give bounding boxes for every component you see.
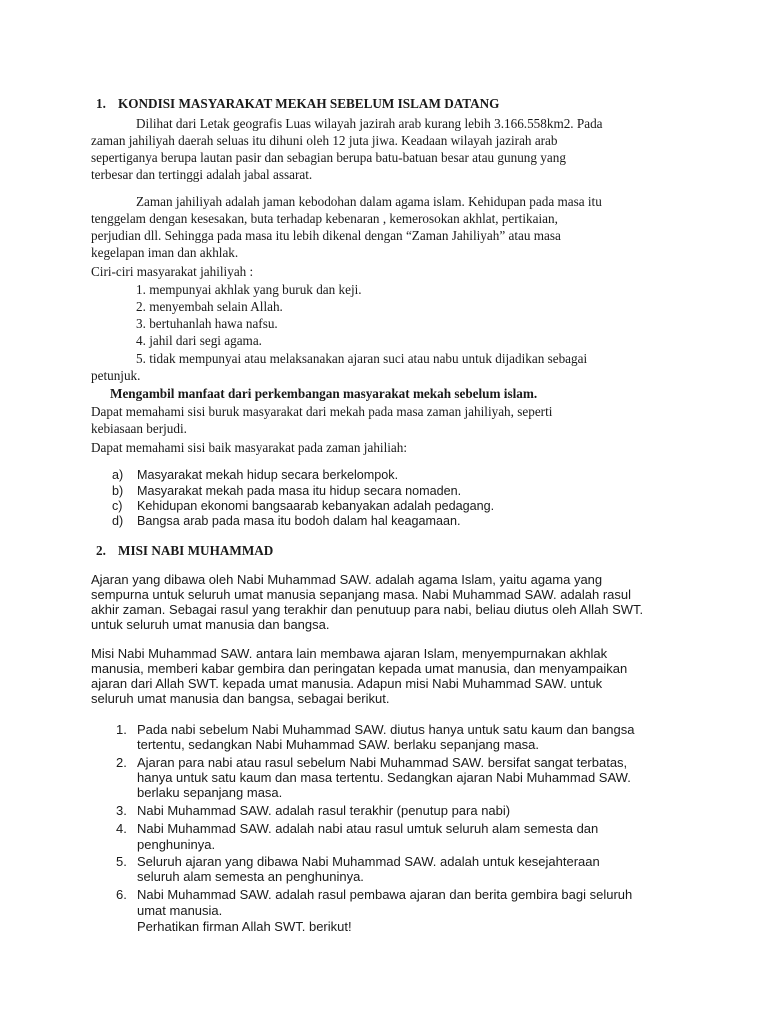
- s2-para2-line: seluruh umat manusia dan bangsa, sebagai berikut.: [91, 691, 390, 706]
- list-marker: d): [112, 514, 124, 528]
- buruk-line: Dapat memahami sisi buruk masyarakat dari mekah pada masa zaman jahiliyah, seperti: [91, 404, 553, 419]
- mission-marker: 1.: [116, 722, 127, 737]
- ciri-item: 3. bertuhanlah hawa nafsu.: [136, 316, 278, 331]
- mission-line: Nabi Muhammad SAW. adalah rasul pembawa ajaran dan berita gembira bagi seluruh: [137, 887, 633, 902]
- s2-para1-line: akhir zaman. Sebagai rasul yang terakhir dan penutuup para nabi, beliau diutus oleh Allah SWT.: [91, 602, 644, 617]
- s1-para1-line: zaman jahiliyah daerah seluas itu dihuni oleh 12 juta jiwa. Keadaan wilayah jazirah arab: [91, 133, 558, 148]
- ciri-item: 5. tidak mempunyai atau melaksanakan ajaran suci atau nabu untuk dijadikan sebagai: [136, 351, 588, 366]
- mission-marker: 6.: [116, 887, 127, 902]
- mission-marker: 4.: [116, 821, 127, 836]
- s1-para2-line: kegelapan iman dan akhlak.: [91, 245, 239, 260]
- list-marker: b): [112, 484, 124, 498]
- s1-para2-line: perjudian dll. Sehingga pada masa itu lebih dikenal dengan “Zaman Jahiliyah” atau masa: [91, 228, 561, 243]
- mission-line: Nabi Muhammad SAW. adalah rasul terakhir (penutup para nabi): [137, 803, 511, 818]
- mission-line: umat manusia.: [137, 903, 223, 918]
- s1-para2-line: tenggelam dengan kesesakan, buta terhadap kebenaran , kemerosokan akhlat, pertikaian,: [91, 211, 558, 226]
- mission-line: seluruh alam semesta an penghuninya.: [137, 869, 364, 884]
- section-2-title: MISI NABI MUHAMMAD: [118, 543, 274, 558]
- list-item: Bangsa arab pada masa itu bodoh dalam hal keagamaan.: [137, 514, 461, 528]
- list-item: Masyarakat mekah pada masa itu hidup secara nomaden.: [137, 484, 462, 498]
- s1-para1-line: sepertiganya berupa lautan pasir dan sebagian berupa batu-batuan besar atau gunung yang: [91, 150, 566, 165]
- s2-para1-line: untuk seluruh umat manusia dan bangsa.: [91, 617, 330, 632]
- list-item: Masyarakat mekah hidup secara berkelompok.: [137, 468, 399, 482]
- mission-line: tertentu, sedangkan Nabi Muhammad SAW. berlaku sepanjang masa.: [137, 737, 540, 752]
- mission-line: Ajaran para nabi atau rasul sebelum Nabi Muhammad SAW. bersifat sangat terbatas,: [137, 755, 628, 770]
- section-1-title: KONDISI MASYARAKAT MEKAH SEBELUM ISLAM DATANG: [118, 96, 500, 111]
- section-1-number: 1.: [96, 96, 106, 111]
- baik-line: Dapat memahami sisi baik masyarakat pada zaman jahiliah:: [91, 440, 408, 455]
- mission-marker: 5.: [116, 854, 127, 869]
- mission-line: berlaku sepanjang masa.: [137, 785, 283, 800]
- section-2-number: 2.: [96, 543, 106, 558]
- mission-line: Nabi Muhammad SAW. adalah nabi atau rasul umtuk seluruh alam semesta dan: [137, 821, 599, 836]
- s1-para1-line: Dilihat dari Letak geografis Luas wilayah jazirah arab kurang lebih 3.166.558km2. Pada: [136, 116, 603, 131]
- s2-para1-line: Ajaran yang dibawa oleh Nabi Muhammad SAW. adalah agama Islam, yaitu agama yang: [91, 572, 603, 587]
- s2-para2-line: ajaran dari Allah SWT. kepada umat manusia. Adapun misi Nabi Muhammad SAW. untuk: [91, 676, 603, 691]
- s2-para2-line: Misi Nabi Muhammad SAW. antara lain membawa ajaran Islam, menyempurnakan akhlak: [91, 646, 608, 661]
- s2-para1-line: sempurna untuk seluruh umat manusia sepanjang masa. Nabi Muhammad SAW. adalah rasul: [91, 587, 632, 602]
- buruk-line: kebiasaan berjudi.: [91, 421, 187, 436]
- s1-para2-line: Zaman jahiliyah adalah jaman kebodohan dalam agama islam. Kehidupan pada masa itu: [136, 194, 602, 209]
- manfaat-title: Mengambil manfaat dari perkembangan masyarakat mekah sebelum islam.: [110, 386, 538, 401]
- mission-line: Seluruh ajaran yang dibawa Nabi Muhammad SAW. adalah untuk kesejahteraan: [137, 854, 600, 869]
- list-item: Kehidupan ekonomi bangsaarab kebanyakan adalah pedagang.: [137, 499, 495, 513]
- ciri-item-cont: petunjuk.: [91, 368, 141, 383]
- mission-marker: 3.: [116, 803, 127, 818]
- mission-line: hanya untuk satu kaum dan masa tertentu. Sedangkan ajaran Nabi Muhammad SAW.: [137, 770, 631, 785]
- s2-para2-line: manusia, memberi kabar gembira dan peringatan kepada umat manusia, dan menyampaikan: [91, 661, 628, 676]
- list-marker: c): [112, 499, 123, 513]
- mission-marker: 2.: [116, 755, 127, 770]
- ciri-title: Ciri-ciri masyarakat jahiliyah :: [91, 264, 254, 279]
- ciri-item: 1. mempunyai akhlak yang buruk dan keji.: [136, 282, 362, 297]
- s1-para1-line: terbesar dan tertinggi adalah jabal assarat.: [91, 167, 313, 182]
- mission-line: penghuninya.: [137, 837, 216, 852]
- ciri-item: 2. menyembah selain Allah.: [136, 299, 283, 314]
- ciri-item: 4. jahil dari segi agama.: [136, 333, 262, 348]
- mission-line: Pada nabi sebelum Nabi Muhammad SAW. diutus hanya untuk satu kaum dan bangsa: [137, 722, 635, 737]
- mission-line: Perhatikan firman Allah SWT. berikut!: [137, 919, 352, 934]
- list-marker: a): [112, 468, 124, 482]
